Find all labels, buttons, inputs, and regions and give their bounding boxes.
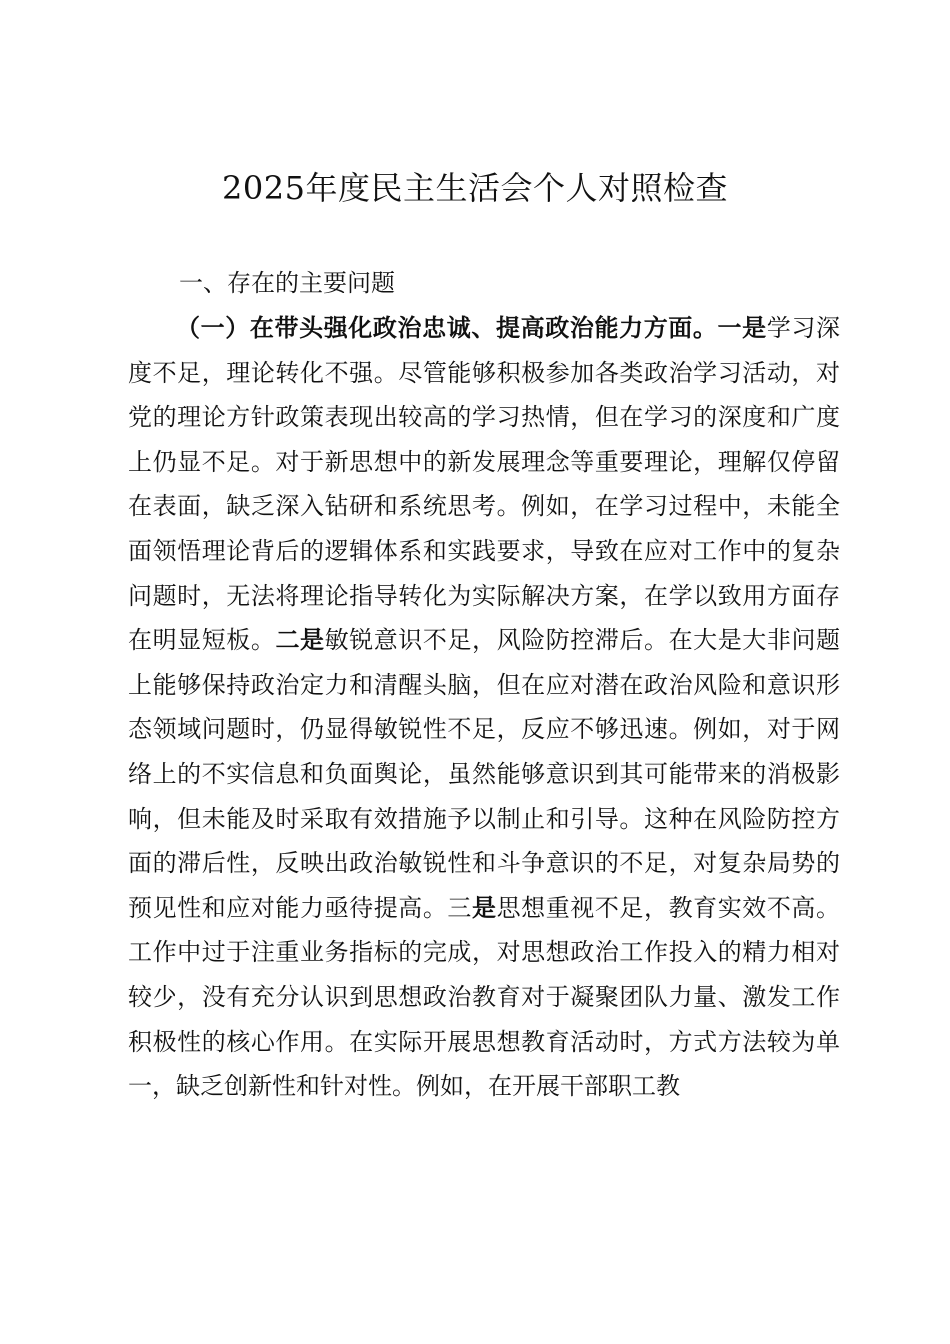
point-text-1: 学习深度不足，理论转化不强。尽管能够积极参加各类政治学习活动，对党的理论方针政策表现出较高的学习热情，但在学习的深度和广度上仍显不足。对于新思想中的新发展理念等重要理论，理解仅停留在表面，缺乏深入钻研和系统思考。例如，在学习过程中，未能全面领悟理论背后的逻辑体系和实践要求，导致在应对工作中的复杂问题时，无法将理论指导转化为实际解决方案，在学以致用方面存在明显短板。	[128, 314, 841, 655]
document-title: 2025年度民主生活会个人对照检查	[222, 169, 728, 207]
point-marker-1: 一是	[717, 313, 767, 342]
point-marker-3: 是	[472, 892, 497, 922]
paragraph-subheading: （一）在带头强化政治忠诚、提高政治能力方面。	[176, 313, 718, 342]
body-paragraph	[128, 306, 840, 1109]
point-text-2: 敏锐意识不足，风险防控滞后。在大是大非问题上能够保持政治定力和清醒头脑，但在应对潜在政治风险和意识形态领域问题时，仍显得敏锐性不足，反应不够迅速。例如，对于网络上的不实信息和负面舆论，虽然能够意识到其可能带来的消极影响，但未能及时采取有效措施予以制止和引导。这种在风险防控方面的滞后性，反映出政治敏锐性和斗争意识的不足，对复杂局势的预见性和应对能力亟待提高。三	[128, 626, 841, 922]
point-marker-2: 二是	[275, 625, 325, 655]
point-text-3: 思想重视不足，教育实效不高。工作中过于注重业务指标的完成，对思想政治工作投入的精力相对较少，没有充分认识到思想政治教育对于凝聚团队力量、激发工作积极性的核心作用。在实际开展思想教育活动时，方式方法较为单一，缺乏创新性和针对性。例如，在开展干部职工教	[128, 893, 841, 1101]
section-heading: 一、存在的主要问题	[179, 269, 395, 297]
